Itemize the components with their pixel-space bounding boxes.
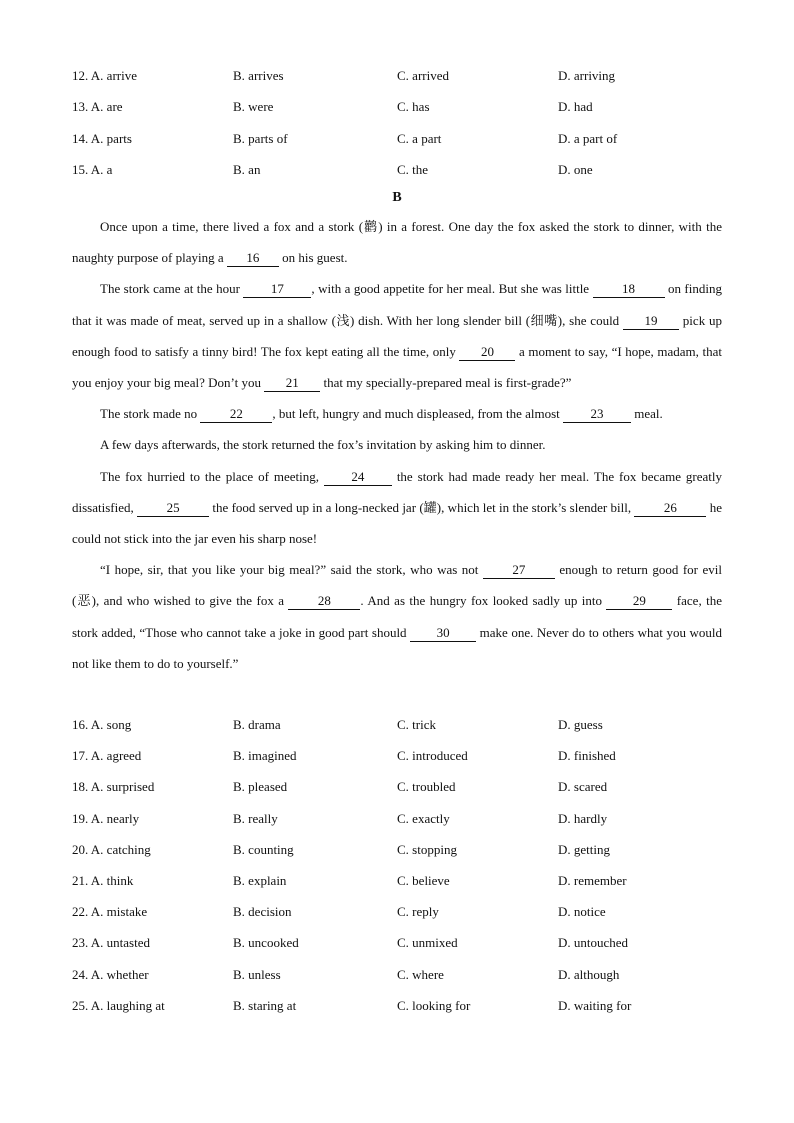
passage-text: make one. Never do to others what you would not like them to do to yourself.” [72, 624, 722, 671]
passage-text: on his guest. [278, 250, 348, 266]
passage-text: The stork came at the hour [100, 281, 244, 297]
passage-text: the stork had made ready her meal. The fox became greatly dissatisfied, [72, 468, 722, 515]
passage-text: enough to return good for evil (恶), and who wished to give the fox a [72, 562, 722, 609]
reading-passage [72, 211, 722, 679]
blank-17: 17 [243, 281, 311, 298]
option-a: 15. A. a [72, 162, 113, 177]
blank-30: 30 [410, 625, 476, 642]
passage-paragraph-6 [72, 554, 722, 679]
question-row-19 [72, 809, 722, 829]
option-b: B. really [233, 811, 278, 826]
option-a: 21. A. think [72, 873, 134, 888]
passage-paragraph-1 [72, 211, 722, 273]
option-c: C. looking for [397, 998, 471, 1013]
passage-text: A few days afterwards, the stork returned the fox’s invitation by asking him to dinner. [100, 437, 546, 453]
option-a: 22. A. mistake [72, 904, 148, 919]
question-row-21 [72, 871, 722, 891]
passage-text: , with a good appetite for her meal. But she was little [311, 281, 593, 297]
option-a: 14. A. parts [72, 131, 132, 146]
option-b: B. pleased [233, 779, 288, 794]
option-c: C. stopping [397, 842, 457, 857]
passage-text: the food served up in a long-necked jar (罐), which let in the stork’s slender bill, [209, 499, 635, 515]
option-d: D. hardly [558, 811, 608, 826]
option-b: B. unless [233, 967, 281, 982]
option-b: B. counting [233, 842, 294, 857]
option-d: D. finished [558, 748, 616, 763]
option-a: 13. A. are [72, 99, 123, 114]
blank-16: 16 [227, 250, 279, 267]
passage-paragraph-4 [72, 429, 722, 460]
option-c: C. introduced [397, 748, 468, 763]
question-row-12 [72, 66, 722, 86]
option-b: B. parts of [233, 131, 288, 146]
option-d: D. getting [558, 842, 610, 857]
option-b: B. staring at [233, 998, 297, 1013]
option-c: C. reply [397, 904, 439, 919]
option-c: C. exactly [397, 811, 450, 826]
passage-paragraph-3 [72, 398, 722, 429]
passage-text: Once upon a time, there lived a fox and a stork (鹳) in a forest. One day the fox asked the stork to dinner, with the naughty purpose of playing a [72, 219, 722, 266]
passage-text: meal. [631, 406, 663, 422]
question-row-13 [72, 97, 722, 117]
option-d: D. although [558, 967, 620, 982]
option-b: B. arrives [233, 68, 284, 83]
passage-paragraph-5 [72, 461, 722, 555]
blank-19: 19 [623, 313, 679, 330]
option-d: D. a part of [558, 131, 618, 146]
blank-22: 22 [200, 406, 272, 423]
option-a: 17. A. agreed [72, 748, 142, 763]
option-a: 20. A. catching [72, 842, 151, 857]
option-c: C. where [397, 967, 444, 982]
blank-28: 28 [288, 593, 360, 610]
passage-text: on finding that it was made of meat, served up in a shallow (浅) dish. With her long slender bill (细嘴), she could [72, 281, 722, 328]
blank-23: 23 [563, 406, 631, 423]
option-d: D. guess [558, 717, 603, 732]
blank-20: 20 [459, 344, 515, 361]
passage-text: he could not stick into the jar even his sharp nose! [72, 499, 722, 547]
option-d: D. notice [558, 904, 606, 919]
option-c: C. the [397, 162, 429, 177]
passage-text: , but left, hungry and much displeased, from the almost [272, 406, 564, 422]
option-a: 12. A. arrive [72, 68, 137, 83]
option-b: B. explain [233, 873, 287, 888]
question-row-24 [72, 965, 722, 985]
passage-text: pick up enough food to satisfy a tinny bird! The fox kept eating all the time, only [72, 312, 723, 359]
option-a: 16. A. song [72, 717, 132, 732]
option-d: D. had [558, 99, 593, 114]
question-row-15 [72, 160, 722, 180]
option-d: D. untouched [558, 935, 629, 950]
passage-text: The fox hurried to the place of meeting, [100, 468, 324, 484]
blank-18: 18 [593, 281, 665, 298]
option-a: 18. A. surprised [72, 779, 155, 794]
question-row-16 [72, 715, 722, 735]
option-b: B. drama [233, 717, 281, 732]
option-b: B. decision [233, 904, 292, 919]
question-row-14 [72, 129, 722, 149]
section-heading: B [392, 190, 402, 205]
option-c: C. unmixed [397, 935, 458, 950]
blank-26: 26 [634, 500, 706, 517]
blank-25: 25 [137, 500, 209, 517]
passage-text: a moment to say, “I hope, madam, that you enjoy your big meal? Don’t you [72, 343, 722, 391]
option-c: C. troubled [397, 779, 456, 794]
option-b: B. were [233, 99, 274, 114]
option-d: D. waiting for [558, 998, 632, 1013]
option-b: B. imagined [233, 748, 297, 763]
passage-text: “I hope, sir, that you like your big meal?” said the stork, who was not [100, 562, 483, 578]
blank-24: 24 [324, 469, 392, 486]
question-row-22 [72, 902, 722, 922]
option-d: D. one [558, 162, 593, 177]
question-row-23 [72, 933, 722, 953]
option-c: C. a part [397, 131, 442, 146]
option-c: C. believe [397, 873, 450, 888]
option-b: B. an [233, 162, 261, 177]
blank-21: 21 [264, 375, 320, 392]
passage-text: The stork made no [100, 406, 201, 422]
question-row-18 [72, 777, 722, 797]
option-a: 25. A. laughing at [72, 998, 165, 1013]
question-row-25 [72, 996, 722, 1016]
option-c: C. has [397, 99, 430, 114]
question-row-17 [72, 746, 722, 766]
option-d: D. scared [558, 779, 608, 794]
option-c: C. arrived [397, 68, 449, 83]
passage-text: . And as the hungry fox looked sadly up into [360, 593, 607, 609]
option-d: D. arriving [558, 68, 616, 83]
option-a: 24. A. whether [72, 967, 149, 982]
question-row-20 [72, 840, 722, 860]
blank-27: 27 [483, 562, 555, 579]
option-a: 19. A. nearly [72, 811, 140, 826]
option-c: C. trick [397, 717, 436, 732]
passage-text: that my specially-prepared meal is first-grade?” [320, 375, 572, 391]
passage-text: face, the stork added, “Those who cannot take a joke in good part should [72, 593, 722, 640]
blank-29: 29 [606, 593, 672, 610]
option-a: 23. A. untasted [72, 935, 150, 950]
option-b: B. uncooked [233, 935, 299, 950]
passage-paragraph-2 [72, 273, 722, 398]
option-d: D. remember [558, 873, 627, 888]
